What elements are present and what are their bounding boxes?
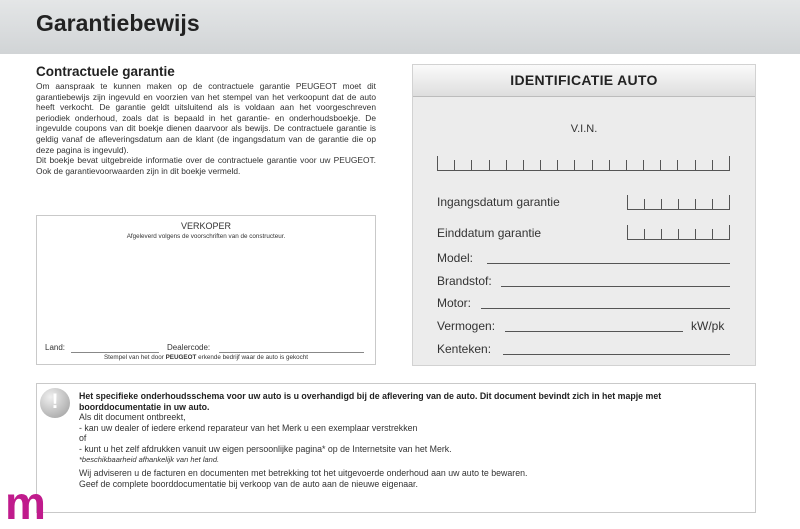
tick-mark (627, 225, 628, 239)
model-label: Model: (437, 251, 474, 265)
tick-mark (661, 199, 662, 209)
seller-box (36, 215, 376, 365)
tick-mark (678, 229, 679, 239)
end-date-label: Einddatum garantie (437, 226, 542, 240)
note-line-1: Als dit document ontbreekt, (79, 412, 186, 423)
stamp-caption (37, 354, 375, 361)
tick-mark (627, 195, 628, 209)
note-footnote: *beschikbaarheid afhankelijk van het land. (79, 454, 220, 464)
vin-field[interactable] (437, 160, 730, 171)
plate-label: Kenteken: (437, 342, 492, 356)
tick-mark (660, 160, 661, 170)
tick-mark (489, 160, 490, 170)
tick-mark (574, 160, 575, 170)
contract-section (36, 64, 376, 176)
note-bold-text: Het specifieke onderhoudsschema voor uw auto is u overhandigd bij de aflevering van de auto. Dit document bevindt zich in het mapje met boorddocumentatie in uw auto. (79, 391, 662, 412)
note-line-6: Geef de complete boorddocumentatie bij verkoop van de auto aan de nieuwe eigenaar. (79, 478, 418, 489)
tick-mark (695, 199, 696, 209)
dealer-label: Dealercode: (167, 343, 211, 352)
tick-mark (644, 229, 645, 239)
stamp-post: erkende bedrijf waar de auto is gekocht (196, 354, 309, 361)
contract-title: Contractuele garantie (36, 64, 175, 79)
seller-title: VERKOPER (180, 221, 231, 231)
fuel-label: Brandstof: (437, 274, 492, 288)
tick-mark (695, 160, 696, 170)
tick-mark (729, 156, 730, 170)
tick-mark (626, 160, 627, 170)
stamp-pre: Stempel van het door (103, 354, 166, 361)
end-date-field[interactable] (627, 229, 730, 240)
fuel-field[interactable] (501, 286, 730, 287)
stamp-brand: PEUGEOT (165, 354, 197, 361)
contract-paragraph-1: Om aanspraak te kunnen maken op de contractuele garantie PEUGEOT moet dit garantiebewijs zijn ingevuld en voorzien van het stempel van het verkoopunt dat de auto heeft verkocht. De garantie geldt uitsluitend als is voldaan aan het voorgeschreven periodiek onderhoud, zoals dat is bepaald in het garantie- en onderhoudsboekje. De ingevulde coupons van dit boekje dienen daarvoor als bewijs. De contractuele garantie is geldig vanaf de afleveringsdatum aan de klant (de ingangsdatum van de garantie die op deze pagina is ingevuld). (36, 81, 376, 155)
exclamation-icon: ! (40, 388, 70, 418)
seller-subtitle: Afgeleverd volgens de voorschriften van de constructeur. (126, 233, 286, 240)
watermark-logo: m (5, 477, 46, 529)
tick-mark (712, 229, 713, 239)
note-text (79, 391, 739, 489)
dealer-line (219, 352, 364, 353)
tick-mark (523, 160, 524, 170)
tick-mark (712, 199, 713, 209)
tick-mark (729, 195, 730, 209)
engine-label: Motor: (437, 296, 472, 310)
identification-panel (412, 64, 756, 366)
tick-mark (729, 225, 730, 239)
note-line-4: - kunt u het zelf afdrukken vanuit uw eigen persoonlijke pagina* op de Internetsite van het Merk. (79, 443, 452, 454)
tick-mark (661, 229, 662, 239)
tick-mark (592, 160, 593, 170)
tick-mark (557, 160, 558, 170)
page-header (0, 0, 800, 54)
tick-mark (677, 160, 678, 170)
tick-mark (506, 160, 507, 170)
tick-mark (540, 160, 541, 170)
note-line-3: of (79, 433, 87, 444)
tick-mark (643, 160, 644, 170)
start-date-label: Ingangsdatum garantie (437, 195, 560, 209)
note-line-2: - kan uw dealer of iedere erkend reparateur van het Merk u een exemplaar verstrekken (79, 422, 418, 433)
power-unit: kW/pk (691, 319, 725, 333)
tick-mark (454, 160, 455, 170)
page-title: Garantiebewijs (36, 10, 200, 36)
model-field[interactable] (487, 263, 730, 264)
plate-field[interactable] (503, 354, 730, 355)
tick-mark (609, 160, 610, 170)
power-field[interactable] (505, 331, 683, 332)
land-line (71, 352, 159, 353)
info-note (36, 383, 756, 513)
tick-mark (695, 229, 696, 239)
engine-field[interactable] (481, 308, 730, 309)
identification-header (413, 65, 755, 97)
land-label: Land: (45, 343, 66, 352)
contract-paragraph-2: Dit boekje bevat uitgebreide informatie over de contractuele garantie voor uw PEUGEOT. Ook de garantievoorwaarden zijn in dit boekje vermeld. (36, 155, 376, 176)
tick-mark (678, 199, 679, 209)
power-label: Vermogen: (437, 319, 496, 333)
tick-mark (712, 160, 713, 170)
tick-mark (471, 160, 472, 170)
note-line-5: Wij adviseren u de facturen en documenten met betrekking tot het uitgevoerde onderhoud aan uw auto te bewaren. (79, 468, 528, 479)
tick-mark (644, 199, 645, 209)
start-date-field[interactable] (627, 199, 730, 210)
identification-title: IDENTIFICATIE AUTO (510, 72, 658, 88)
vin-label: V.I.N. (570, 123, 598, 135)
tick-mark (437, 156, 438, 170)
